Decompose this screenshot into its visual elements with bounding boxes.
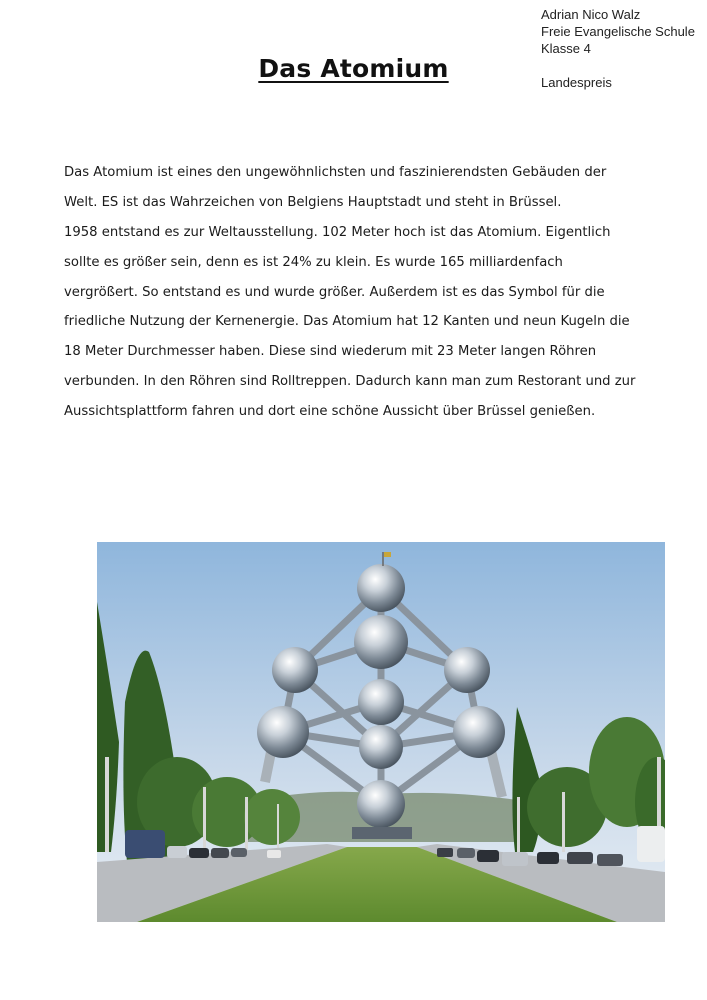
text-line: 18 Meter Durchmesser haben. Diese sind wiederum mit 23 Meter langen Röhren [64,344,597,360]
text-line: sollte es größer sein, denn es ist 24% zu klein. Es wurde 165 milliardenfach [64,254,563,270]
body-paragraph [64,158,664,427]
text-line: vergrößert. So entstand es und wurde größer. Außerdem ist es das Symbol für die [64,284,605,300]
class-label: Klasse 4 [541,41,591,56]
school-name: Freie Evangelische Schule [541,24,695,39]
text-line: friedliche Nutzung der Kernenergie. Das Atomium hat 12 Kanten und neun Kugeln die [64,314,630,330]
atomium-illustration [97,542,665,922]
base-pavilion [352,827,412,839]
atomium-photo [97,542,665,922]
author-name: Adrian Nico Walz [541,7,641,22]
page-title: Das Atomium [258,54,449,83]
text-line: Aussichtsplattform fahren und dort eine schöne Aussicht über Brüssel genießen. [64,404,596,420]
text-line: Welt. ES ist das Wahrzeichen von Belgiens Hauptstadt und steht in Brüssel. [64,194,562,210]
award-note: Landespreis [541,75,612,90]
text-line: Das Atomium ist eines den ungewöhnlichsten und faszinierendsten Gebäuden der [64,165,607,180]
text-line: 1958 entstand es zur Weltausstellung. 102 Meter hoch ist das Atomium. Eigentlich [64,224,611,240]
text-line: verbunden. In den Röhren sind Rolltreppen. Dadurch kann man zum Restorant und zur [64,374,636,390]
